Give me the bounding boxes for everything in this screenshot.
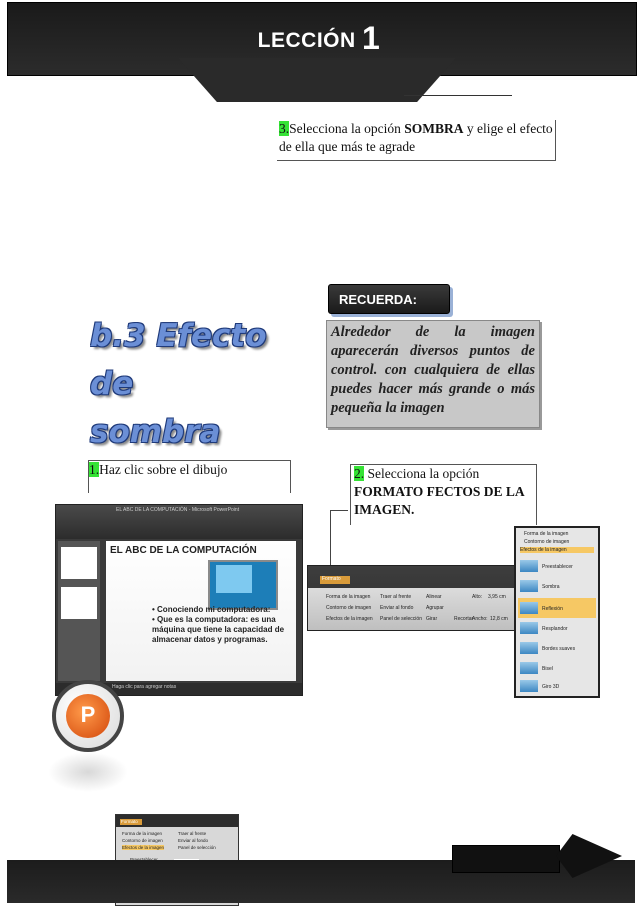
step3-box <box>277 120 556 161</box>
ribbon-btn: Panel de selección <box>380 616 422 622</box>
footer-tab-shape <box>452 845 560 873</box>
callout-line <box>330 510 331 570</box>
ribbon-btn: Girar <box>426 616 438 622</box>
format-tab-label: Formato <box>322 576 341 582</box>
header-divider <box>404 95 512 96</box>
powerpoint-screenshot <box>55 504 303 696</box>
width-value: 12,8 cm <box>490 616 508 622</box>
ribbon-btn: Recortar <box>454 616 474 622</box>
logo-shadow <box>48 752 128 792</box>
width-label: Ancho: <box>472 616 488 622</box>
callout-line <box>330 510 348 511</box>
effect-swatch <box>520 662 538 674</box>
ppt-notes-hint: Haga clic para agregar notas <box>112 684 177 690</box>
step2-box <box>350 464 537 525</box>
effect-menu-item: Bordes suaves <box>542 646 576 652</box>
section-heading <box>90 312 270 456</box>
ribbon-btn: Agrupar <box>426 605 444 611</box>
effect-swatch <box>520 642 538 654</box>
ribbon-btn: Contorno de imagen <box>326 605 372 611</box>
step3-text-b: y elige el efecto de ella que más te agrade <box>279 121 553 154</box>
recuerda-text: Alrededor de la imagen aparecerán diversos puntos de control. con cualquiera de ellas puedes hacer más grande o más pequeña la imagen <box>326 320 540 428</box>
shot4-item: Panel de selección <box>178 845 216 850</box>
step1-box <box>88 460 291 493</box>
recuerda-badge: RECUERDA: <box>328 284 450 314</box>
effect-menu-item: Preestablecer <box>542 564 573 570</box>
step2-text: Selecciona la opción <box>364 466 480 481</box>
ppt-window-title: EL ABC DE LA COMPUTACIÓN - Microsoft PowerPoint <box>116 507 240 513</box>
ribbon-btn: Efectos de la imagen <box>326 616 373 622</box>
ribbon-btn: Traer al frente <box>380 594 412 600</box>
effect-swatch <box>520 560 538 572</box>
shot4-item: Contorno de imagen <box>122 838 163 843</box>
step3-text-a: Selecciona la opción <box>289 121 405 136</box>
shot4-item: Traer al frente <box>178 831 207 836</box>
ppt-bullet-2: • Que es la computadora: es una máquina que tiene la capacidad de almacenar datos y programas. <box>152 615 285 644</box>
computer-screen-icon <box>216 565 252 593</box>
format-ribbon-screenshot <box>307 565 519 631</box>
effect-menu-item: Bisel <box>542 666 553 672</box>
shot4-item: Enviar al fondo <box>178 838 209 843</box>
effect-menu-item: Resplandor <box>542 626 568 632</box>
effect-menu-item: Reflexión <box>542 606 563 612</box>
step2-bold: FORMATO FECTOS DE LA IMAGEN. <box>354 484 524 517</box>
ribbon-btn: Enviar al fondo <box>380 605 414 611</box>
effect-swatch <box>520 622 538 634</box>
section-heading-line1: b.3 Efecto <box>90 318 267 354</box>
ribbon-btn: Forma de la imagen <box>326 594 371 600</box>
effect-menu-item: Giro 3D <box>542 684 560 690</box>
menu-header-item: Forma de la imagen <box>524 531 569 537</box>
ppt-slide-bullets <box>152 605 292 645</box>
ppt-slide-thumbnail <box>61 547 97 579</box>
shot4-item: Forma de la imagen <box>122 831 163 836</box>
lesson-number: 1 <box>362 20 381 56</box>
height-label: Alto: <box>472 594 483 600</box>
shot4-tab-label: Formato <box>121 819 138 824</box>
powerpoint-logo-letter: P <box>80 702 96 727</box>
menu-header-item: Efectos de la imagen <box>520 547 594 553</box>
ppt-slide-title: EL ABC DE LA COMPUTACIÓN <box>110 545 257 556</box>
lesson-title <box>0 20 638 57</box>
lesson-title-word: LECCIÓN <box>257 29 356 52</box>
step2-number: 2. <box>354 466 365 481</box>
step3-bold: SOMBRA <box>404 121 464 136</box>
ppt-slide-thumbnail <box>61 587 97 619</box>
shot4-item: Efectos de la imagen <box>122 845 165 850</box>
step1-number: 1. <box>89 462 100 477</box>
height-value: 3,95 cm <box>488 594 506 600</box>
effects-menu-screenshot <box>514 526 600 698</box>
menu-header-item: Contorno de imagen <box>524 539 570 545</box>
step1-text: Haz clic sobre el dibujo <box>99 462 228 477</box>
ppt-bullet-1: • Conociendo mi computadora: <box>152 605 271 614</box>
effect-swatch <box>520 680 538 692</box>
effect-swatch <box>520 580 538 592</box>
step3-number: 3. <box>279 121 290 136</box>
effect-menu-item: Sombra <box>542 584 560 590</box>
effect-swatch <box>520 602 538 614</box>
ribbon-btn: Alinear <box>426 594 442 600</box>
section-heading-line2: de sombra <box>90 366 221 450</box>
